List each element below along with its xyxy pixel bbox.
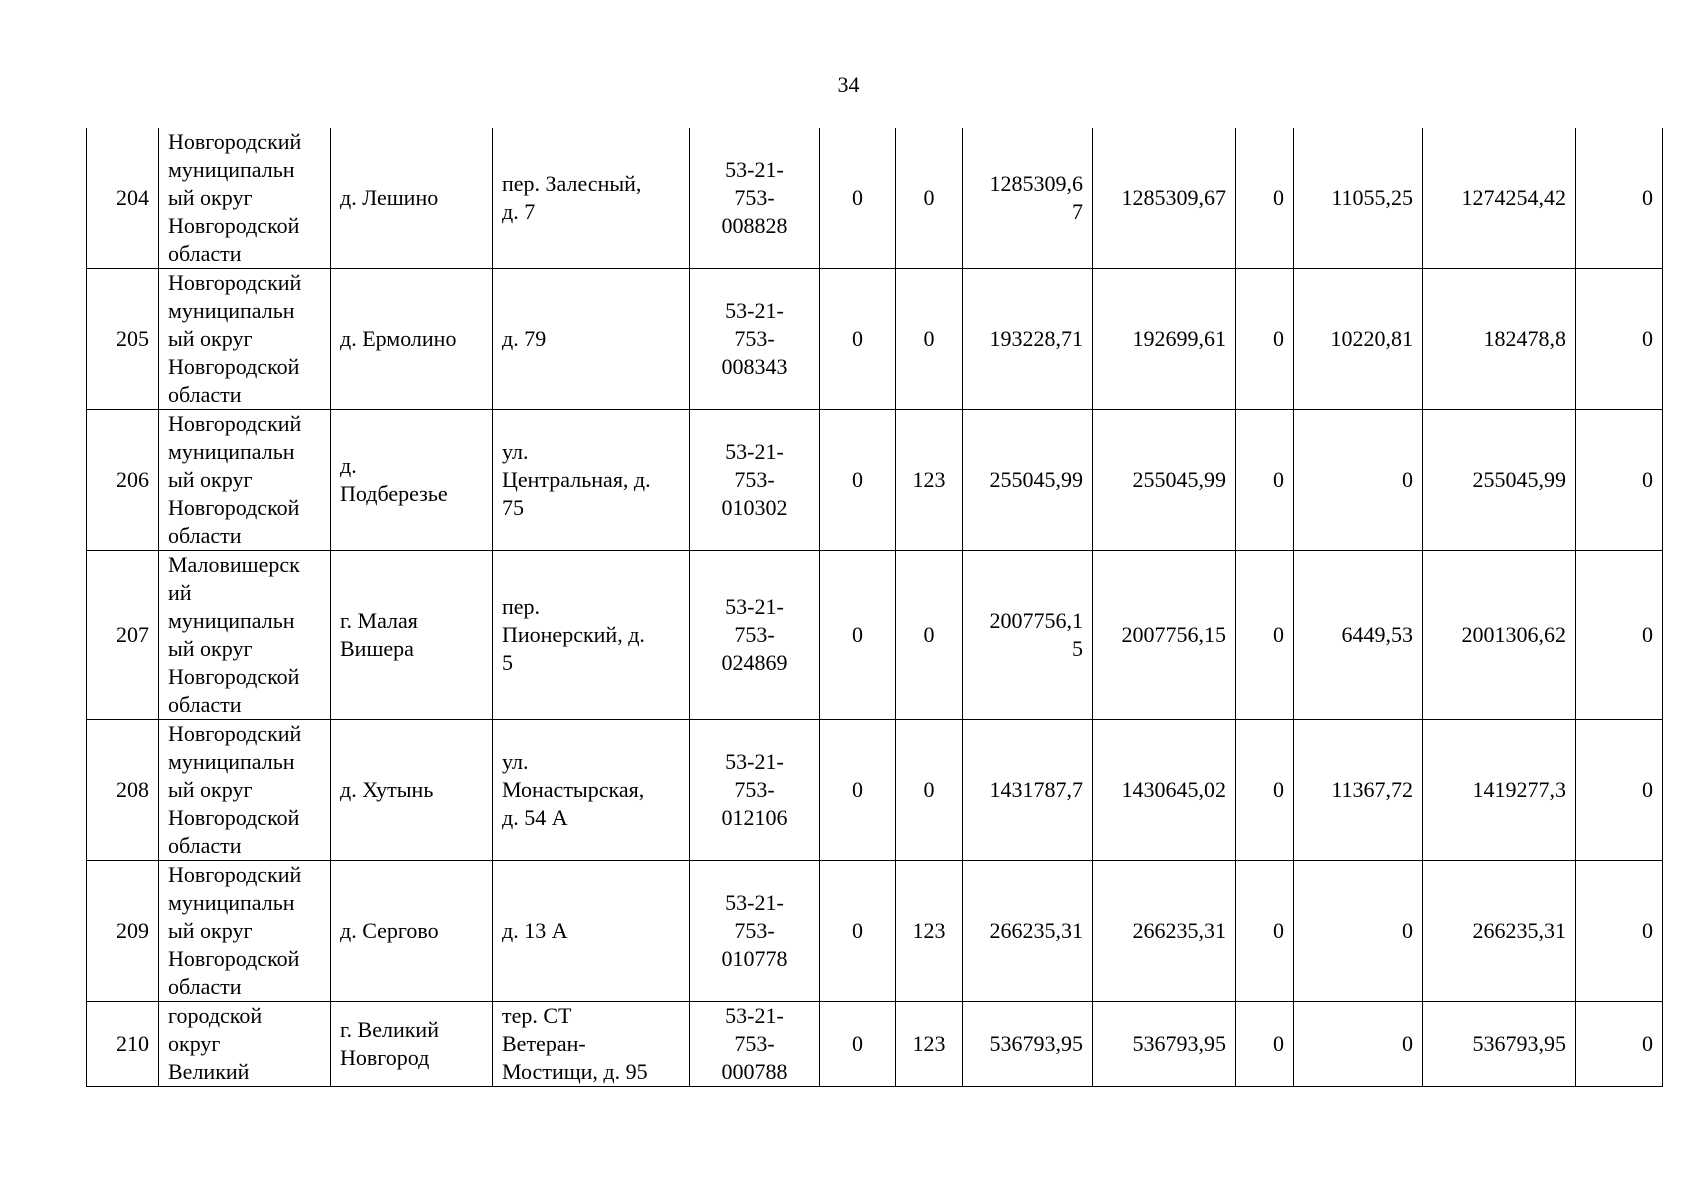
row-number-cell: 208 xyxy=(87,720,159,861)
address-cell-line: пер. Залесный, xyxy=(502,171,642,196)
locality-cell-line: д. Ермолино xyxy=(340,326,457,351)
cadastral-code-cell-line: 753- xyxy=(734,326,775,351)
district-cell-line: округ xyxy=(168,1031,221,1056)
registry-table xyxy=(86,128,1663,1087)
amount-cell: 255045,99 xyxy=(1093,410,1236,551)
value-cell: 0 xyxy=(1236,861,1294,1002)
cadastral-code-cell-line: 53-21- xyxy=(725,890,784,915)
cadastral-code-cell-line: 012106 xyxy=(721,805,788,830)
cadastral-code-cell xyxy=(690,720,820,861)
amount-cell: 192699,61 xyxy=(1093,269,1236,410)
value-cell: 123 xyxy=(896,410,963,551)
value-cell: 0 xyxy=(1236,269,1294,410)
amount-cell xyxy=(963,410,1093,551)
district-cell-line: области xyxy=(168,523,242,548)
cadastral-code-cell xyxy=(690,269,820,410)
value-cell: 0 xyxy=(1236,1002,1294,1087)
address-cell xyxy=(493,720,690,861)
amount-cell xyxy=(963,861,1093,1002)
locality-cell-line: д. Лешино xyxy=(340,185,439,210)
amount-cell xyxy=(963,128,1093,269)
locality-cell-line: Вишера xyxy=(340,636,414,661)
value-cell: 0 xyxy=(1576,1002,1663,1087)
amount-cell-line: 255045,99 xyxy=(989,467,1083,492)
amount-cell: 1419277,3 xyxy=(1423,720,1576,861)
value-cell: 123 xyxy=(896,1002,963,1087)
amount-cell: 1430645,02 xyxy=(1093,720,1236,861)
district-cell-line: муниципальн xyxy=(168,298,295,323)
district-cell-line: области xyxy=(168,382,242,407)
district-cell-line: Новгородской xyxy=(168,805,300,830)
district-cell-line: Новгородской xyxy=(168,495,300,520)
cadastral-code-cell-line: 753- xyxy=(734,918,775,943)
table-row xyxy=(87,269,1663,410)
amount-cell-line: 266235,31 xyxy=(989,918,1083,943)
district-cell-line: Маловишерск xyxy=(168,552,300,577)
district-cell-line: области xyxy=(168,833,242,858)
amount-cell: 1274254,42 xyxy=(1423,128,1576,269)
value-cell: 0 xyxy=(820,410,896,551)
address-cell-line: Мостищи, д. 95 xyxy=(502,1059,648,1084)
address-cell xyxy=(493,551,690,720)
address-cell-line: Монастырская, xyxy=(502,777,645,802)
cadastral-code-cell xyxy=(690,551,820,720)
amount-cell: 0 xyxy=(1294,1002,1423,1087)
district-cell-line: Новгородский xyxy=(168,721,302,746)
district-cell-line: ый округ xyxy=(168,467,253,492)
district-cell-line: ый округ xyxy=(168,918,253,943)
district-cell-line: Новгородской xyxy=(168,946,300,971)
address-cell-line: д. 7 xyxy=(502,199,536,224)
locality-cell xyxy=(331,128,493,269)
district-cell-line: Новгородский xyxy=(168,129,302,154)
cadastral-code-cell xyxy=(690,861,820,1002)
cadastral-code-cell-line: 53-21- xyxy=(725,1003,784,1028)
amount-cell xyxy=(963,551,1093,720)
amount-cell-line: 2007756,1 xyxy=(989,608,1083,633)
cadastral-code-cell-line: 008828 xyxy=(721,213,788,238)
amount-cell: 536793,95 xyxy=(1093,1002,1236,1087)
district-cell-line: области xyxy=(168,974,242,999)
cadastral-code-cell-line: 010778 xyxy=(721,946,788,971)
cadastral-code-cell-line: 010302 xyxy=(721,495,788,520)
district-cell-line: муниципальн xyxy=(168,439,295,464)
district-cell-line: муниципальн xyxy=(168,749,295,774)
amount-cell: 1285309,67 xyxy=(1093,128,1236,269)
cadastral-code-cell-line: 000788 xyxy=(721,1059,788,1084)
amount-cell xyxy=(963,720,1093,861)
amount-cell-line: 7 xyxy=(1072,199,1083,224)
cadastral-code-cell-line: 008343 xyxy=(721,354,788,379)
address-cell-line: тер. СТ xyxy=(502,1003,572,1028)
district-cell-line: Великий xyxy=(168,1059,250,1084)
district-cell-line: Новгородский xyxy=(168,270,302,295)
table-row xyxy=(87,1002,1663,1087)
value-cell: 0 xyxy=(1576,410,1663,551)
value-cell: 0 xyxy=(896,720,963,861)
address-cell-line: Ветеран- xyxy=(502,1031,586,1056)
amount-cell: 0 xyxy=(1294,410,1423,551)
amount-cell xyxy=(963,1002,1093,1087)
value-cell: 0 xyxy=(1236,720,1294,861)
value-cell: 0 xyxy=(1576,551,1663,720)
district-cell-line: муниципальн xyxy=(168,157,295,182)
value-cell: 0 xyxy=(820,1002,896,1087)
value-cell: 0 xyxy=(820,269,896,410)
row-number-cell: 210 xyxy=(87,1002,159,1087)
address-cell-line: 5 xyxy=(502,650,513,675)
cadastral-code-cell-line: 53-21- xyxy=(725,749,784,774)
value-cell: 0 xyxy=(1236,410,1294,551)
district-cell xyxy=(159,410,331,551)
value-cell: 0 xyxy=(1576,128,1663,269)
locality-cell-line: Подберезье xyxy=(340,481,448,506)
address-cell-line: ул. xyxy=(502,439,529,464)
page-number: 34 xyxy=(837,72,860,97)
amount-cell: 266235,31 xyxy=(1423,861,1576,1002)
district-cell-line: Новгородской xyxy=(168,354,300,379)
value-cell: 0 xyxy=(820,720,896,861)
district-cell xyxy=(159,861,331,1002)
district-cell xyxy=(159,720,331,861)
amount-cell-line: 536793,95 xyxy=(989,1031,1083,1056)
cadastral-code-cell xyxy=(690,1002,820,1087)
cadastral-code-cell xyxy=(690,410,820,551)
district-cell-line: области xyxy=(168,241,242,266)
address-cell xyxy=(493,128,690,269)
locality-cell xyxy=(331,410,493,551)
district-cell xyxy=(159,551,331,720)
address-cell xyxy=(493,1002,690,1087)
district-cell-line: муниципальн xyxy=(168,890,295,915)
locality-cell-line: г. Великий xyxy=(340,1017,439,1042)
value-cell: 123 xyxy=(896,861,963,1002)
district-cell-line: ый округ xyxy=(168,636,253,661)
amount-cell: 255045,99 xyxy=(1423,410,1576,551)
table-row xyxy=(87,551,1663,720)
district-cell-line: ый округ xyxy=(168,777,253,802)
value-cell: 0 xyxy=(896,269,963,410)
table-body xyxy=(87,128,1663,1087)
amount-cell: 11367,72 xyxy=(1294,720,1423,861)
cadastral-code-cell xyxy=(690,128,820,269)
locality-cell xyxy=(331,720,493,861)
cadastral-code-cell-line: 753- xyxy=(734,185,775,210)
locality-cell-line: г. Малая xyxy=(340,608,418,633)
table-row xyxy=(87,410,1663,551)
value-cell: 0 xyxy=(820,128,896,269)
amount-cell: 2001306,62 xyxy=(1423,551,1576,720)
address-cell xyxy=(493,861,690,1002)
amount-cell: 536793,95 xyxy=(1423,1002,1576,1087)
cadastral-code-cell-line: 53-21- xyxy=(725,594,784,619)
value-cell: 0 xyxy=(896,551,963,720)
district-cell xyxy=(159,128,331,269)
address-cell-line: Пионерский, д. xyxy=(502,622,645,647)
locality-cell xyxy=(331,1002,493,1087)
district-cell-line: ий xyxy=(168,580,192,605)
value-cell: 0 xyxy=(1236,128,1294,269)
amount-cell: 266235,31 xyxy=(1093,861,1236,1002)
table-row xyxy=(87,128,1663,269)
district-cell xyxy=(159,269,331,410)
value-cell: 0 xyxy=(820,861,896,1002)
district-cell-line: ый округ xyxy=(168,326,253,351)
cadastral-code-cell-line: 024869 xyxy=(721,650,788,675)
amount-cell: 6449,53 xyxy=(1294,551,1423,720)
value-cell: 0 xyxy=(1236,551,1294,720)
amount-cell-line: 1285309,6 xyxy=(989,171,1083,196)
row-number-cell: 206 xyxy=(87,410,159,551)
amount-cell: 182478,8 xyxy=(1423,269,1576,410)
district-cell-line: ый округ xyxy=(168,185,253,210)
amount-cell xyxy=(963,269,1093,410)
address-cell-line: д. 54 А xyxy=(502,805,568,830)
address-cell-line: д. 13 А xyxy=(502,918,568,943)
row-number-cell: 207 xyxy=(87,551,159,720)
cadastral-code-cell-line: 53-21- xyxy=(725,157,784,182)
amount-cell: 10220,81 xyxy=(1294,269,1423,410)
locality-cell xyxy=(331,551,493,720)
value-cell: 0 xyxy=(896,128,963,269)
locality-cell-line: д. xyxy=(340,453,357,478)
cadastral-code-cell-line: 753- xyxy=(734,467,775,492)
address-cell-line: пер. xyxy=(502,594,541,619)
address-cell xyxy=(493,410,690,551)
value-cell: 0 xyxy=(1576,269,1663,410)
cadastral-code-cell-line: 753- xyxy=(734,1031,775,1056)
district-cell-line: Новгородский xyxy=(168,411,302,436)
district-cell-line: области xyxy=(168,692,242,717)
value-cell: 0 xyxy=(1576,861,1663,1002)
amount-cell-line: 193228,71 xyxy=(989,326,1083,351)
address-cell-line: ул. xyxy=(502,749,529,774)
district-cell-line: муниципальн xyxy=(168,608,295,633)
district-cell-line: Новгородский xyxy=(168,862,302,887)
table-row xyxy=(87,720,1663,861)
row-number-cell: 209 xyxy=(87,861,159,1002)
address-cell-line: д. 79 xyxy=(502,326,547,351)
row-number-cell: 205 xyxy=(87,269,159,410)
amount-cell: 11055,25 xyxy=(1294,128,1423,269)
amount-cell: 0 xyxy=(1294,861,1423,1002)
cadastral-code-cell-line: 53-21- xyxy=(725,439,784,464)
locality-cell-line: д. Хутынь xyxy=(340,777,434,802)
address-cell-line: Центральная, д. xyxy=(502,467,651,492)
value-cell: 0 xyxy=(820,551,896,720)
address-cell-line: 75 xyxy=(502,495,524,520)
row-number-cell: 204 xyxy=(87,128,159,269)
address-cell xyxy=(493,269,690,410)
locality-cell-line: д. Сергово xyxy=(340,918,439,943)
amount-cell-line: 1431787,7 xyxy=(989,777,1083,802)
amount-cell-line: 5 xyxy=(1072,636,1083,661)
district-cell xyxy=(159,1002,331,1087)
locality-cell xyxy=(331,269,493,410)
locality-cell-line: Новгород xyxy=(340,1045,430,1070)
value-cell: 0 xyxy=(1576,720,1663,861)
table-row xyxy=(87,861,1663,1002)
cadastral-code-cell-line: 53-21- xyxy=(725,298,784,323)
district-cell-line: городской xyxy=(168,1003,263,1028)
district-cell-line: Новгородской xyxy=(168,213,300,238)
cadastral-code-cell-line: 753- xyxy=(734,777,775,802)
amount-cell: 2007756,15 xyxy=(1093,551,1236,720)
district-cell-line: Новгородской xyxy=(168,664,300,689)
locality-cell xyxy=(331,861,493,1002)
cadastral-code-cell-line: 753- xyxy=(734,622,775,647)
